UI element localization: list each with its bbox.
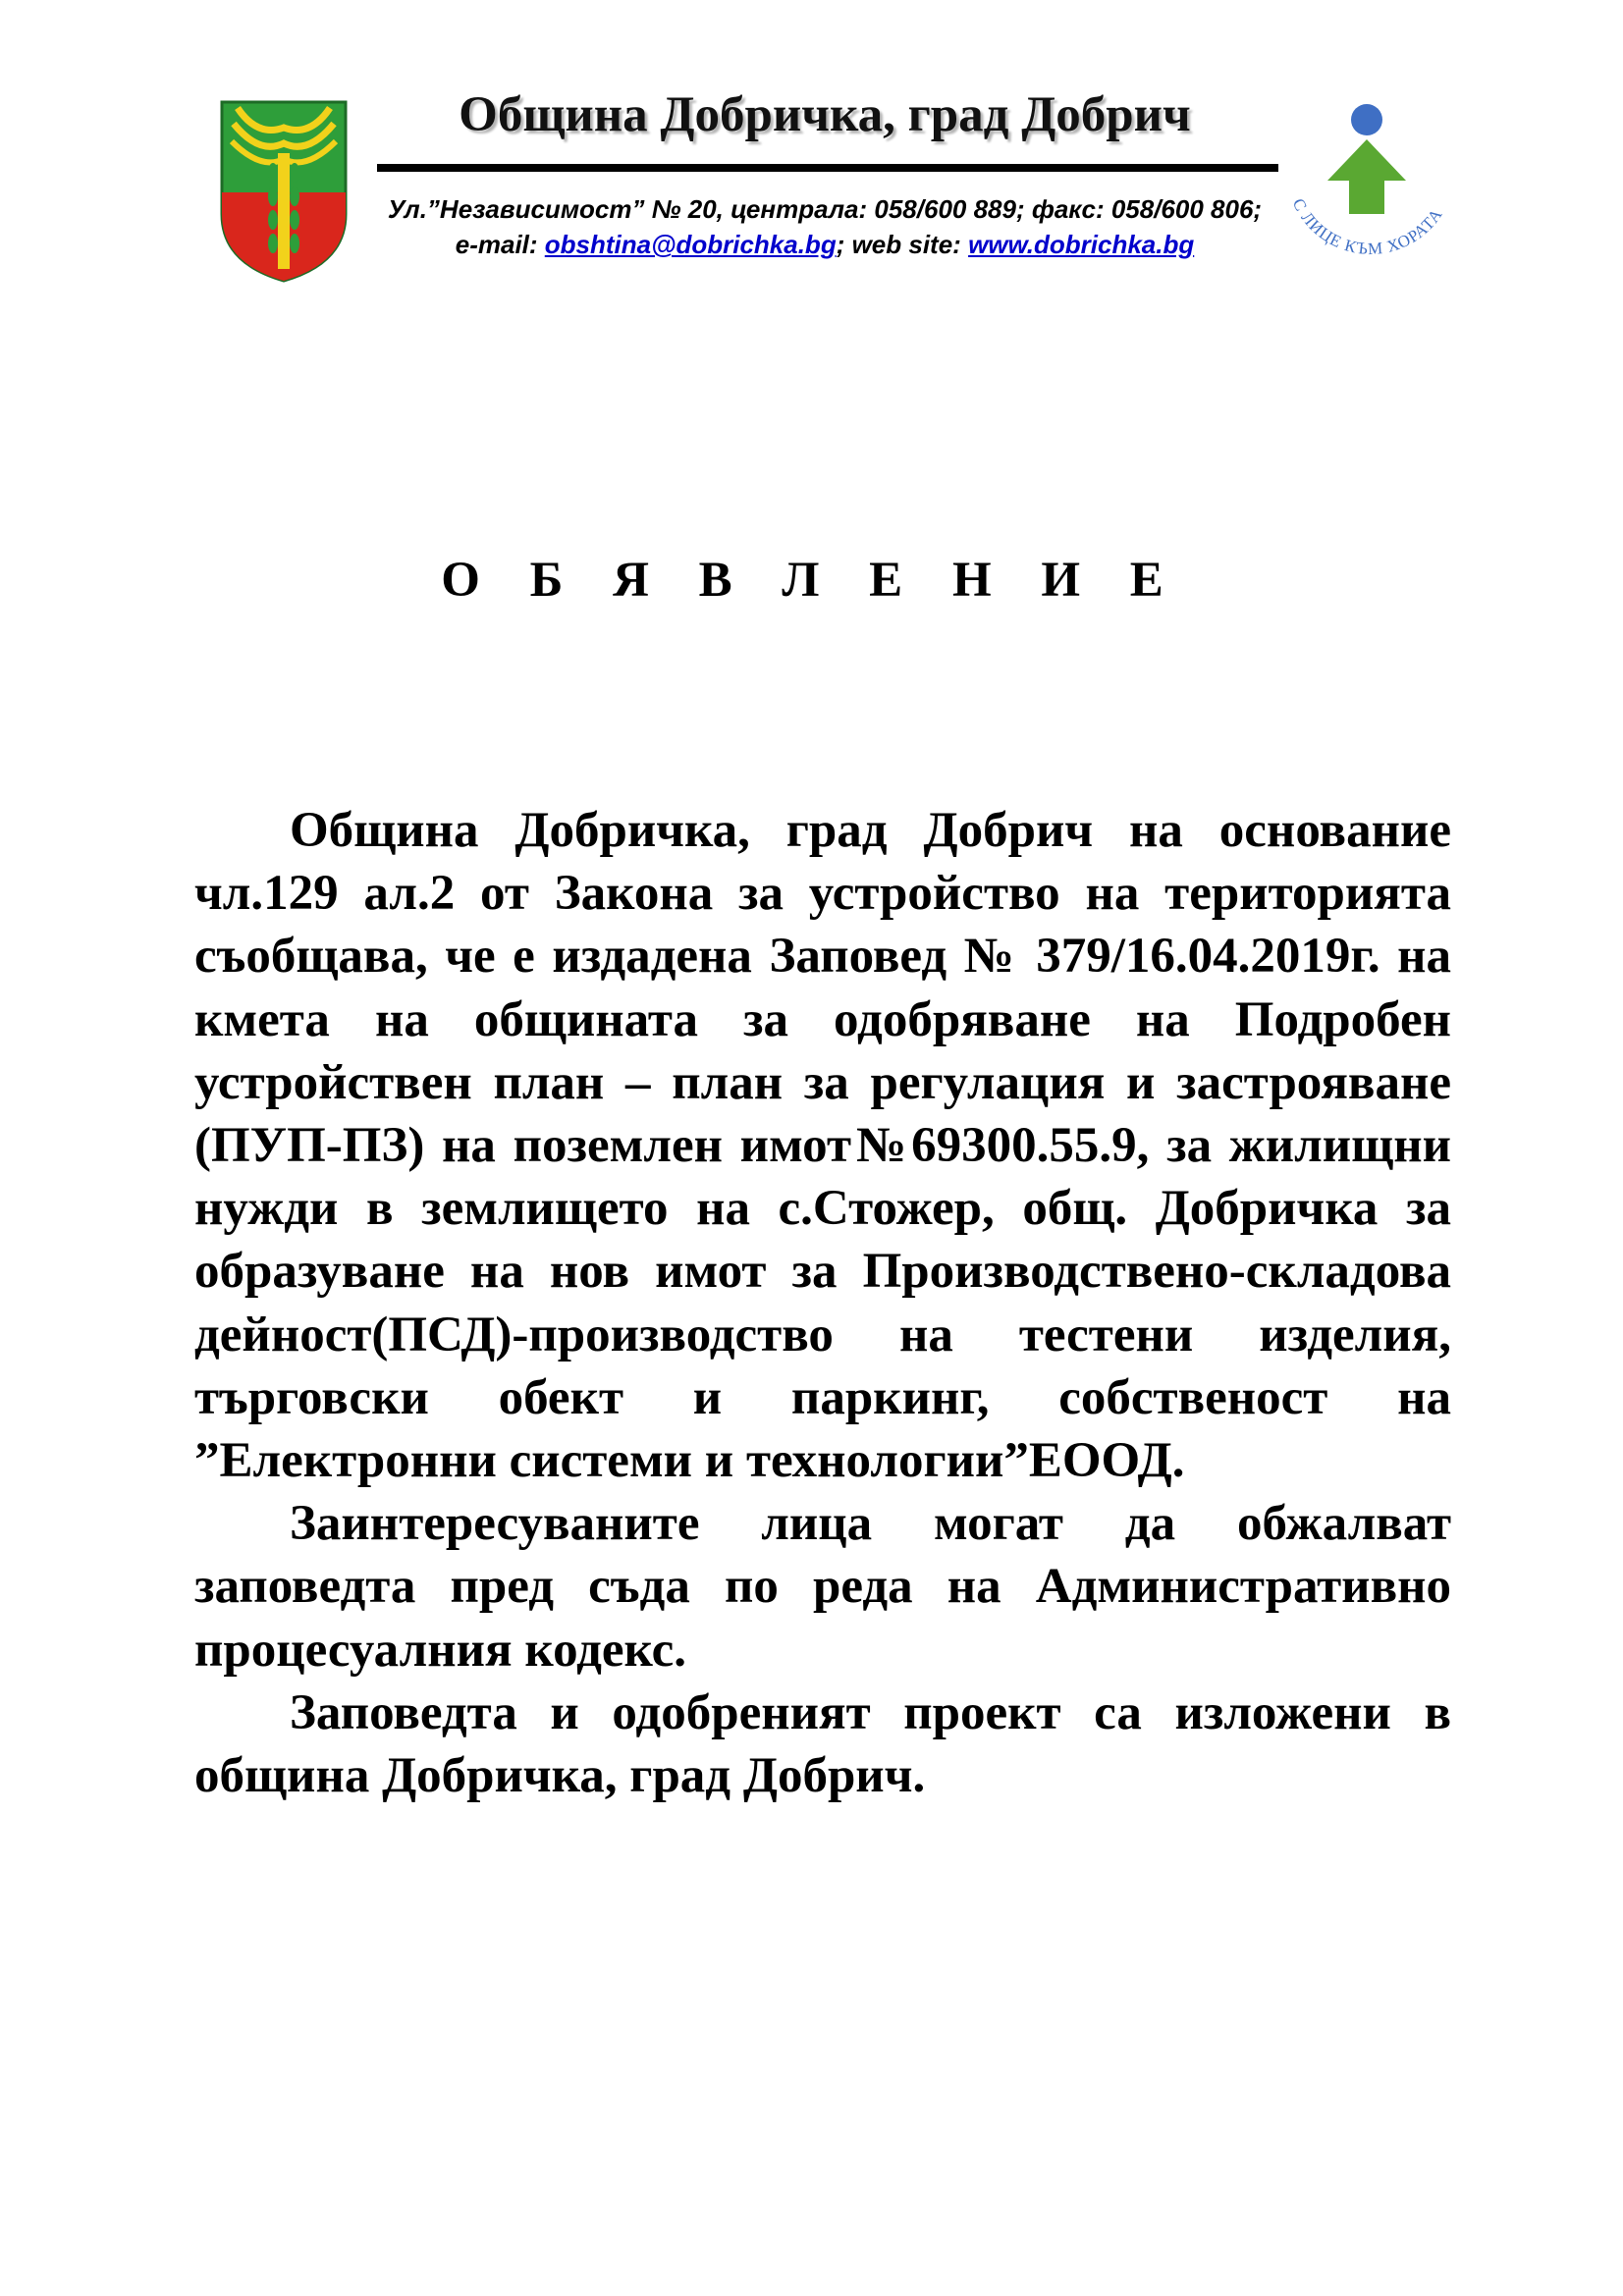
paragraph-appeal-info: Заинтересуваните лица могат да обжалват заповедта пред съда по реда на Административно процесуалния кодекс. <box>194 1496 1451 1678</box>
slogan-text: С ЛИЦЕ КЪМ ХОРАТА <box>1288 195 1447 259</box>
municipality-crest-logo <box>218 98 350 285</box>
document-body <box>194 799 1451 1807</box>
document-title: О Б Я В Л Е Н И Е <box>441 553 1182 608</box>
website-label: ; web site: <box>836 230 969 259</box>
address-line: Ул.”Независимост” № 20, централа: 058/600 889; факс: 058/600 806; <box>387 194 1263 224</box>
email-link[interactable]: obshtina@dobrichka.bg <box>544 230 837 259</box>
slogan-logo <box>1274 98 1459 265</box>
paragraph-exhibition-info: Заповедта и одобреният проект са изложени в община Добричка, град Добрич. <box>194 1684 1451 1804</box>
paragraph-order-notice: Община Добричка, град Добрич на основание чл.129 ал.2 от Закона за устройство на територията съобщава, че е издадена Заповед № 379/16.04.2019г. на кмета на общината за одобряване на Подробен устройствен план – план за регулация и застрояване (ПУП-ПЗ) на поземлен имот№69300.55.9, за жилищни нужди в землището на с.Стожер, общ. Добричка за образуване на нов имот за Производствено-складова дейност(ПСД)-производство на тестени изделия, търговски обект и паркинг, собственост на ”Електронни системи и технологии”ЕООД. <box>194 803 1451 1489</box>
email-label: e-mail: <box>455 230 545 259</box>
website-link[interactable]: www.dobrichka.bg <box>968 230 1195 259</box>
municipality-title: Община Добричка, град Добрич <box>459 87 1191 142</box>
contact-line <box>334 230 1316 260</box>
header-divider <box>377 164 1278 172</box>
